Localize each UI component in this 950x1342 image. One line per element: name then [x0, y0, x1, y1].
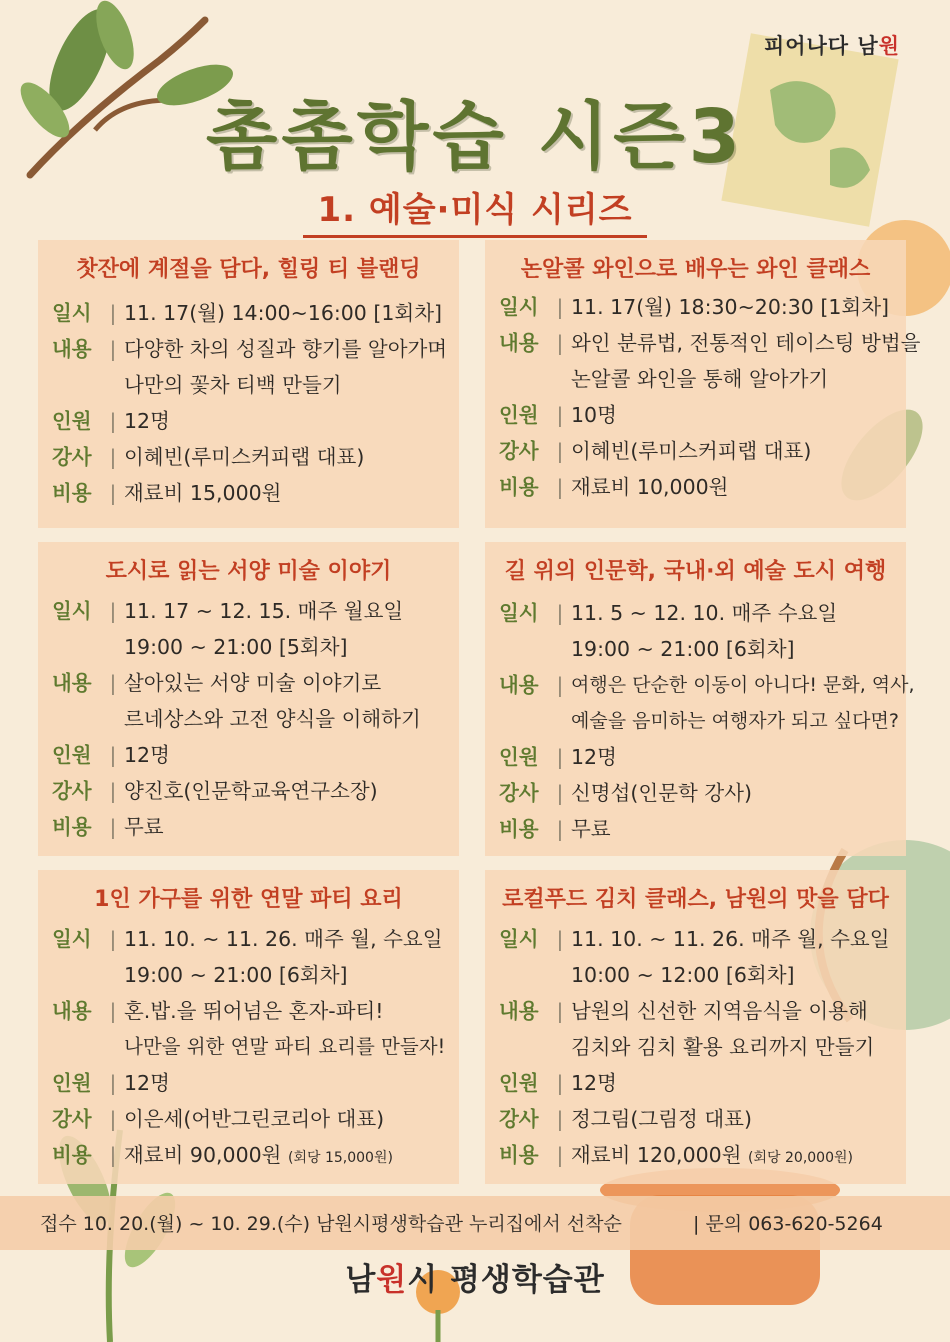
- cost-row: 비용 | 재료비 15,000원: [52, 481, 282, 505]
- content-continued: 김치와 김치 활용 요리까지 만들기: [571, 1035, 875, 1059]
- registration-info: 접수 10. 20.(월) ~ 10. 29.(수) 남원시평생학습관 누리집에서 선착순: [40, 1213, 622, 1235]
- instructor-row: 강사 | 양진호(인문학교육연구소장): [52, 779, 378, 803]
- cost-note: (회당 15,000원): [288, 1150, 393, 1166]
- content-row: 내용 | 혼.밥.을 뛰어넘은 혼자-파티!: [52, 999, 384, 1023]
- program-card: [485, 240, 921, 528]
- datetime-row: 일시 | 11. 10. ~ 11. 26. 매주 월, 수요일: [52, 927, 443, 951]
- datetime-continued: 19:00 ~ 21:00 [6회차]: [571, 637, 795, 661]
- instructor-row: 강사 | 이혜빈(루미스커피랩 대표): [52, 445, 365, 469]
- program-card: [485, 870, 906, 1184]
- instructor-row: 강사 | 정그림(그림정 대표): [499, 1107, 752, 1131]
- cost-row: 비용 | 무료: [52, 815, 164, 839]
- page-title: 촘촘학습 시즌3: [205, 94, 745, 180]
- cost-note: (회당 20,000원): [748, 1150, 853, 1166]
- datetime-continued: 19:00 ~ 21:00 [6회차]: [124, 963, 348, 987]
- datetime-row: 일시 | 11. 17(월) 18:30~20:30 [1회차]: [499, 295, 890, 319]
- datetime-row: 일시 | 11. 5 ~ 12. 10. 매주 수요일: [499, 601, 838, 625]
- capacity-row: 인원 | 12명: [52, 1071, 170, 1095]
- program-title: 논알콜 와인으로 배우는 와인 클래스: [520, 257, 871, 282]
- datetime-row: 일시 | 11. 10. ~ 11. 26. 매주 월, 수요일: [499, 927, 890, 951]
- program-title: 길 위의 인문학, 국내·외 예술 도시 여행: [504, 559, 887, 584]
- brand-logo-bottom: 남원시 평생학습관: [345, 1262, 605, 1298]
- content-row: 내용 | 남원의 신선한 지역음식을 이용해: [499, 999, 868, 1023]
- content-row: 내용 | 다양한 차의 성질과 향기를 알아가며: [52, 337, 448, 361]
- program-card: [38, 240, 459, 528]
- cost-row: 비용 | 재료비 90,000원 (회당 15,000원): [52, 1143, 393, 1167]
- program-card: [38, 870, 459, 1184]
- instructor-row: 강사 | 신명섭(인문학 강사): [499, 781, 752, 805]
- series-subtitle: 1. 예술·미식 시리즈: [0, 182, 950, 238]
- cost-row: 비용 | 무료: [499, 817, 611, 841]
- content-continued: 나만을 위한 연말 파티 요리를 만들자!: [124, 1035, 446, 1058]
- program-title: 1인 가구를 위한 연말 파티 요리: [94, 887, 403, 912]
- contact-info: | 문의 063-620-5264: [693, 1213, 883, 1235]
- datetime-continued: 10:00 ~ 12:00 [6회차]: [571, 963, 795, 987]
- program-card: [485, 542, 915, 856]
- capacity-row: 인원 | 12명: [499, 1071, 617, 1095]
- instructor-row: 강사 | 이은세(어반그린코리아 대표): [52, 1107, 385, 1131]
- datetime-row: 일시 | 11. 17(월) 14:00~16:00 [1회차]: [52, 301, 443, 325]
- content-continued: 르네상스와 고전 양식을 이해하기: [124, 707, 421, 731]
- instructor-row: 강사 | 이혜빈(루미스커피랩 대표): [499, 439, 812, 463]
- program-title: 도시로 읽는 서양 미술 이야기: [105, 559, 392, 584]
- datetime-continued: 19:00 ~ 21:00 [5회차]: [124, 635, 348, 659]
- capacity-row: 인원 | 12명: [52, 409, 170, 433]
- datetime-row: 일시 | 11. 17 ~ 12. 15. 매주 월요일: [52, 599, 404, 623]
- capacity-row: 인원 | 12명: [52, 743, 170, 767]
- program-title: 찻잔에 계절을 담다, 힐링 티 블랜딩: [76, 257, 421, 282]
- capacity-row: 인원 | 12명: [499, 745, 617, 769]
- content-continued: 논알콜 와인을 통해 알아가기: [571, 367, 829, 391]
- program-card: [38, 542, 459, 856]
- content-row: 내용 | 살아있는 서양 미술 이야기로: [52, 671, 382, 695]
- program-title: 로컬푸드 김치 클래스, 남원의 맛을 담다: [502, 887, 889, 912]
- cost-row: 비용 | 재료비 10,000원: [499, 475, 729, 499]
- content-row: 내용 | 여행은 단순한 이동이 아니다! 문화, 역사,: [499, 673, 915, 697]
- capacity-row: 인원 | 10명: [499, 403, 617, 427]
- registration-footer: [0, 1196, 950, 1250]
- content-row: 내용 | 와인 분류법, 전통적인 테이스팅 방법을: [499, 331, 921, 355]
- content-continued: 예술을 음미하는 여행자가 되고 싶다면?: [571, 710, 899, 732]
- cost-row: 비용 | 재료비 120,000원 (회당 20,000원): [499, 1143, 853, 1167]
- brand-logo-top: 피어나다 남원: [763, 34, 900, 58]
- content-continued: 나만의 꽃차 티백 만들기: [124, 373, 342, 397]
